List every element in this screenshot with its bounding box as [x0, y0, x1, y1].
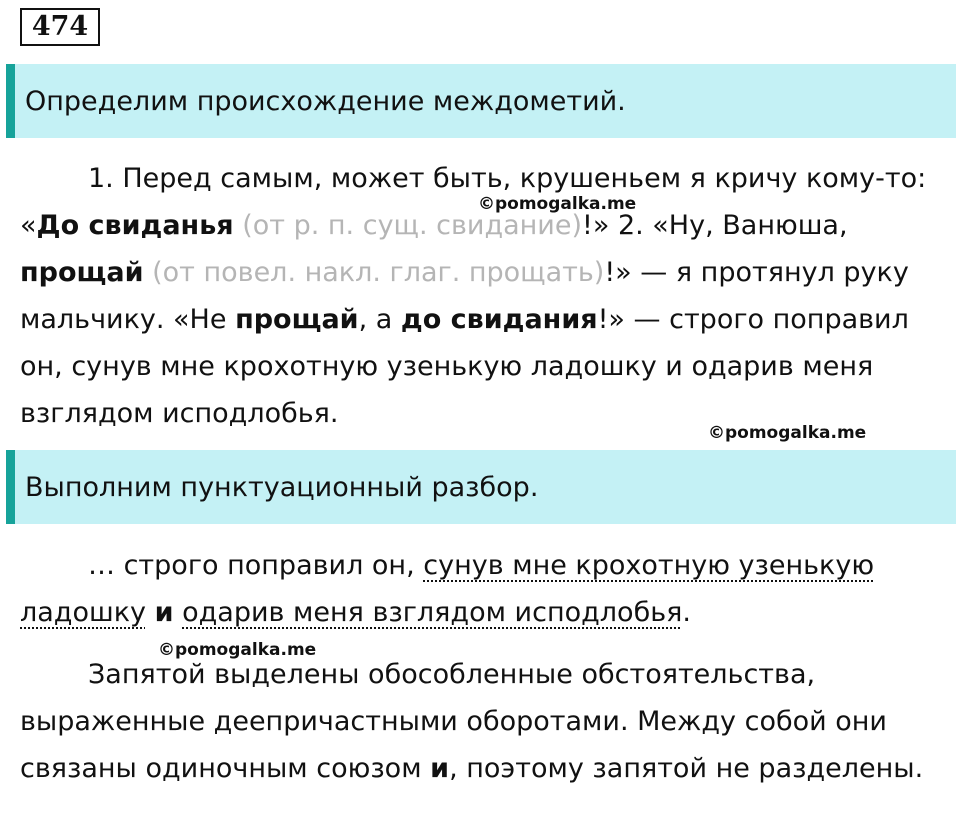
interjection: прощай	[20, 257, 144, 288]
section-heading-punctuation	[6, 450, 956, 524]
interjection: До свиданья	[36, 210, 234, 241]
exercise-number: 474	[20, 8, 100, 46]
analysis-sentence: … строго поправил он, сунув мне крохотную узенькую ладошку и одарив меня взглядом исподлобья.	[20, 550, 875, 628]
interjection: прощай	[235, 304, 359, 335]
section-heading-text: Выполним пунктуационный разбор.	[25, 471, 539, 503]
section-heading-origin	[6, 64, 956, 138]
watermark: ©pomogalka.me	[708, 423, 867, 443]
participial-phrase: одарив меня взглядом исподлобья	[182, 597, 683, 628]
watermark: ©pomogalka.me	[158, 640, 317, 660]
conclusion-paragraph: Запятой выделены обособленные обстоятельства, выраженные деепричастными оборотами. Между собой они связаны одиночным союзом и, поэтому запятой не разделены.	[20, 659, 924, 784]
origin-note: (от р. п. сущ. свидание)	[242, 210, 583, 241]
watermark: ©pomogalka.me	[478, 194, 637, 214]
participial-phrase: сунув мне крохотную узенькую ладошку	[20, 550, 875, 628]
text-paragraph: 1. Перед самым, может быть, крушеньем я кричу кому-то: «До свиданья (от р. п. сущ. свидание)!» 2. «Ну, Ванюша, прощай (от повел. накл. глаг. прощать)!» — я протянул руку мальчику. «Не прощай, а до свидания!» — строго поправил он, сунув мне крохотную узенькую ладошку и одарив меня взглядом исподлобья.	[20, 163, 927, 429]
interjection: до свидания	[400, 304, 598, 335]
conjunction: и	[154, 597, 174, 628]
origin-note: (от повел. накл. глаг. прощать)	[152, 257, 605, 288]
section-heading-text: Определим происхождение междометий.	[25, 85, 626, 117]
conjunction: и	[430, 753, 450, 784]
